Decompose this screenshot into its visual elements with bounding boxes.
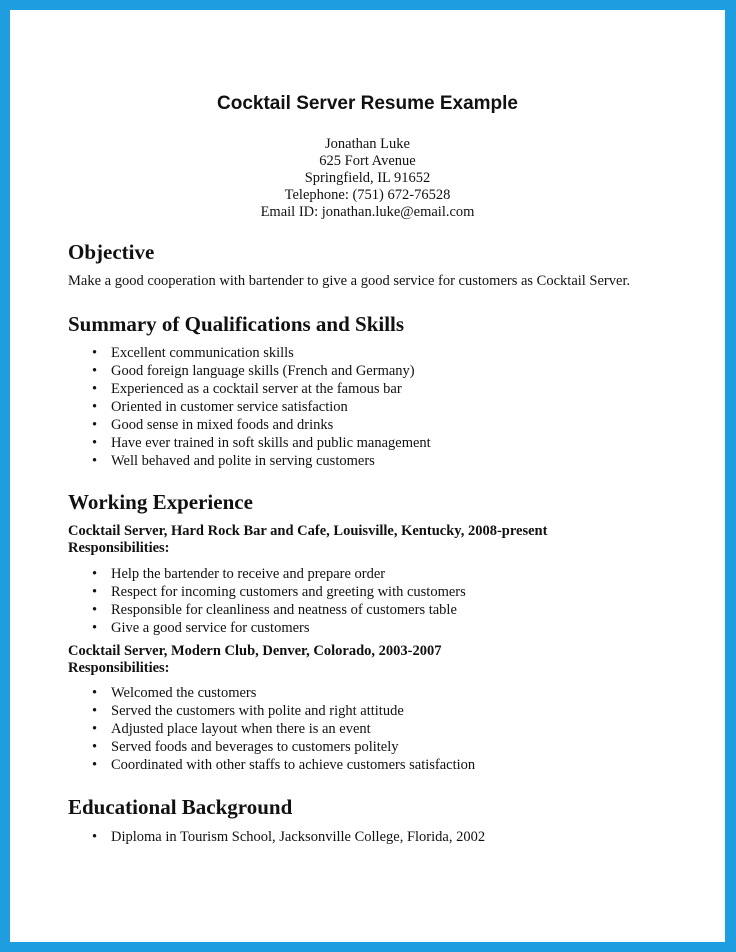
objective-heading: Objective (68, 240, 155, 264)
list-item: • Responsible for cleanliness and neatness of customers table (68, 601, 466, 619)
contact-name: Jonathan Luke (325, 136, 410, 152)
document-title: Cocktail Server Resume Example (217, 93, 518, 114)
list-item: • Respect for incoming customers and greeting with customers (68, 583, 466, 601)
qualifications-list (68, 344, 431, 470)
list-item: • Have ever trained in soft skills and public management (68, 434, 431, 452)
list-item: • Good sense in mixed foods and drinks (68, 416, 431, 434)
list-item: • Adjusted place layout when there is an event (68, 720, 475, 738)
list-item: • Coordinated with other staffs to achieve customers satisfaction (68, 756, 475, 774)
responsibilities-label: Responsibilities: (68, 660, 170, 676)
list-item: • Welcomed the customers (68, 684, 475, 702)
list-item: • Diploma in Tourism School, Jacksonville College, Florida, 2002 (68, 828, 485, 846)
education-list (68, 828, 485, 846)
job-title: Cocktail Server, Hard Rock Bar and Cafe, Louisville, Kentucky, 2008-present (68, 523, 548, 539)
list-item: • Help the bartender to receive and prepare order (68, 565, 466, 583)
list-item: • Well behaved and polite in serving customers (68, 452, 431, 470)
contact-email: Email ID: jonathan.luke@email.com (260, 204, 475, 220)
responsibilities-label: Responsibilities: (68, 540, 170, 556)
job-2-responsibilities (68, 684, 475, 774)
contact-city: Springfield, IL 91652 (304, 170, 431, 186)
job-1-responsibilities (68, 565, 466, 637)
job-title: Cocktail Server, Modern Club, Denver, Colorado, 2003-2007 (68, 643, 442, 659)
list-item: • Served foods and beverages to customers politely (68, 738, 475, 756)
list-item: • Give a good service for customers (68, 619, 466, 637)
list-item: • Served the customers with polite and right attitude (68, 702, 475, 720)
resume-page (10, 10, 725, 942)
list-item: • Excellent communication skills (68, 344, 431, 362)
contact-telephone: Telephone: (751) 672-76528 (284, 187, 451, 203)
job-block-2 (68, 643, 442, 677)
qualifications-heading: Summary of Qualifications and Skills (68, 312, 405, 336)
contact-street: 625 Fort Avenue (319, 153, 416, 169)
list-item: • Good foreign language skills (French and Germany) (68, 362, 431, 380)
contact-block (10, 136, 725, 221)
job-block-1 (68, 523, 547, 557)
experience-heading: Working Experience (68, 490, 253, 514)
objective-text: Make a good cooperation with bartender to give a good service for customers as Cocktail Server. (68, 273, 631, 289)
list-item: • Oriented in customer service satisfaction (68, 398, 431, 416)
education-heading: Educational Background (68, 795, 293, 819)
list-item: • Experienced as a cocktail server at the famous bar (68, 380, 431, 398)
